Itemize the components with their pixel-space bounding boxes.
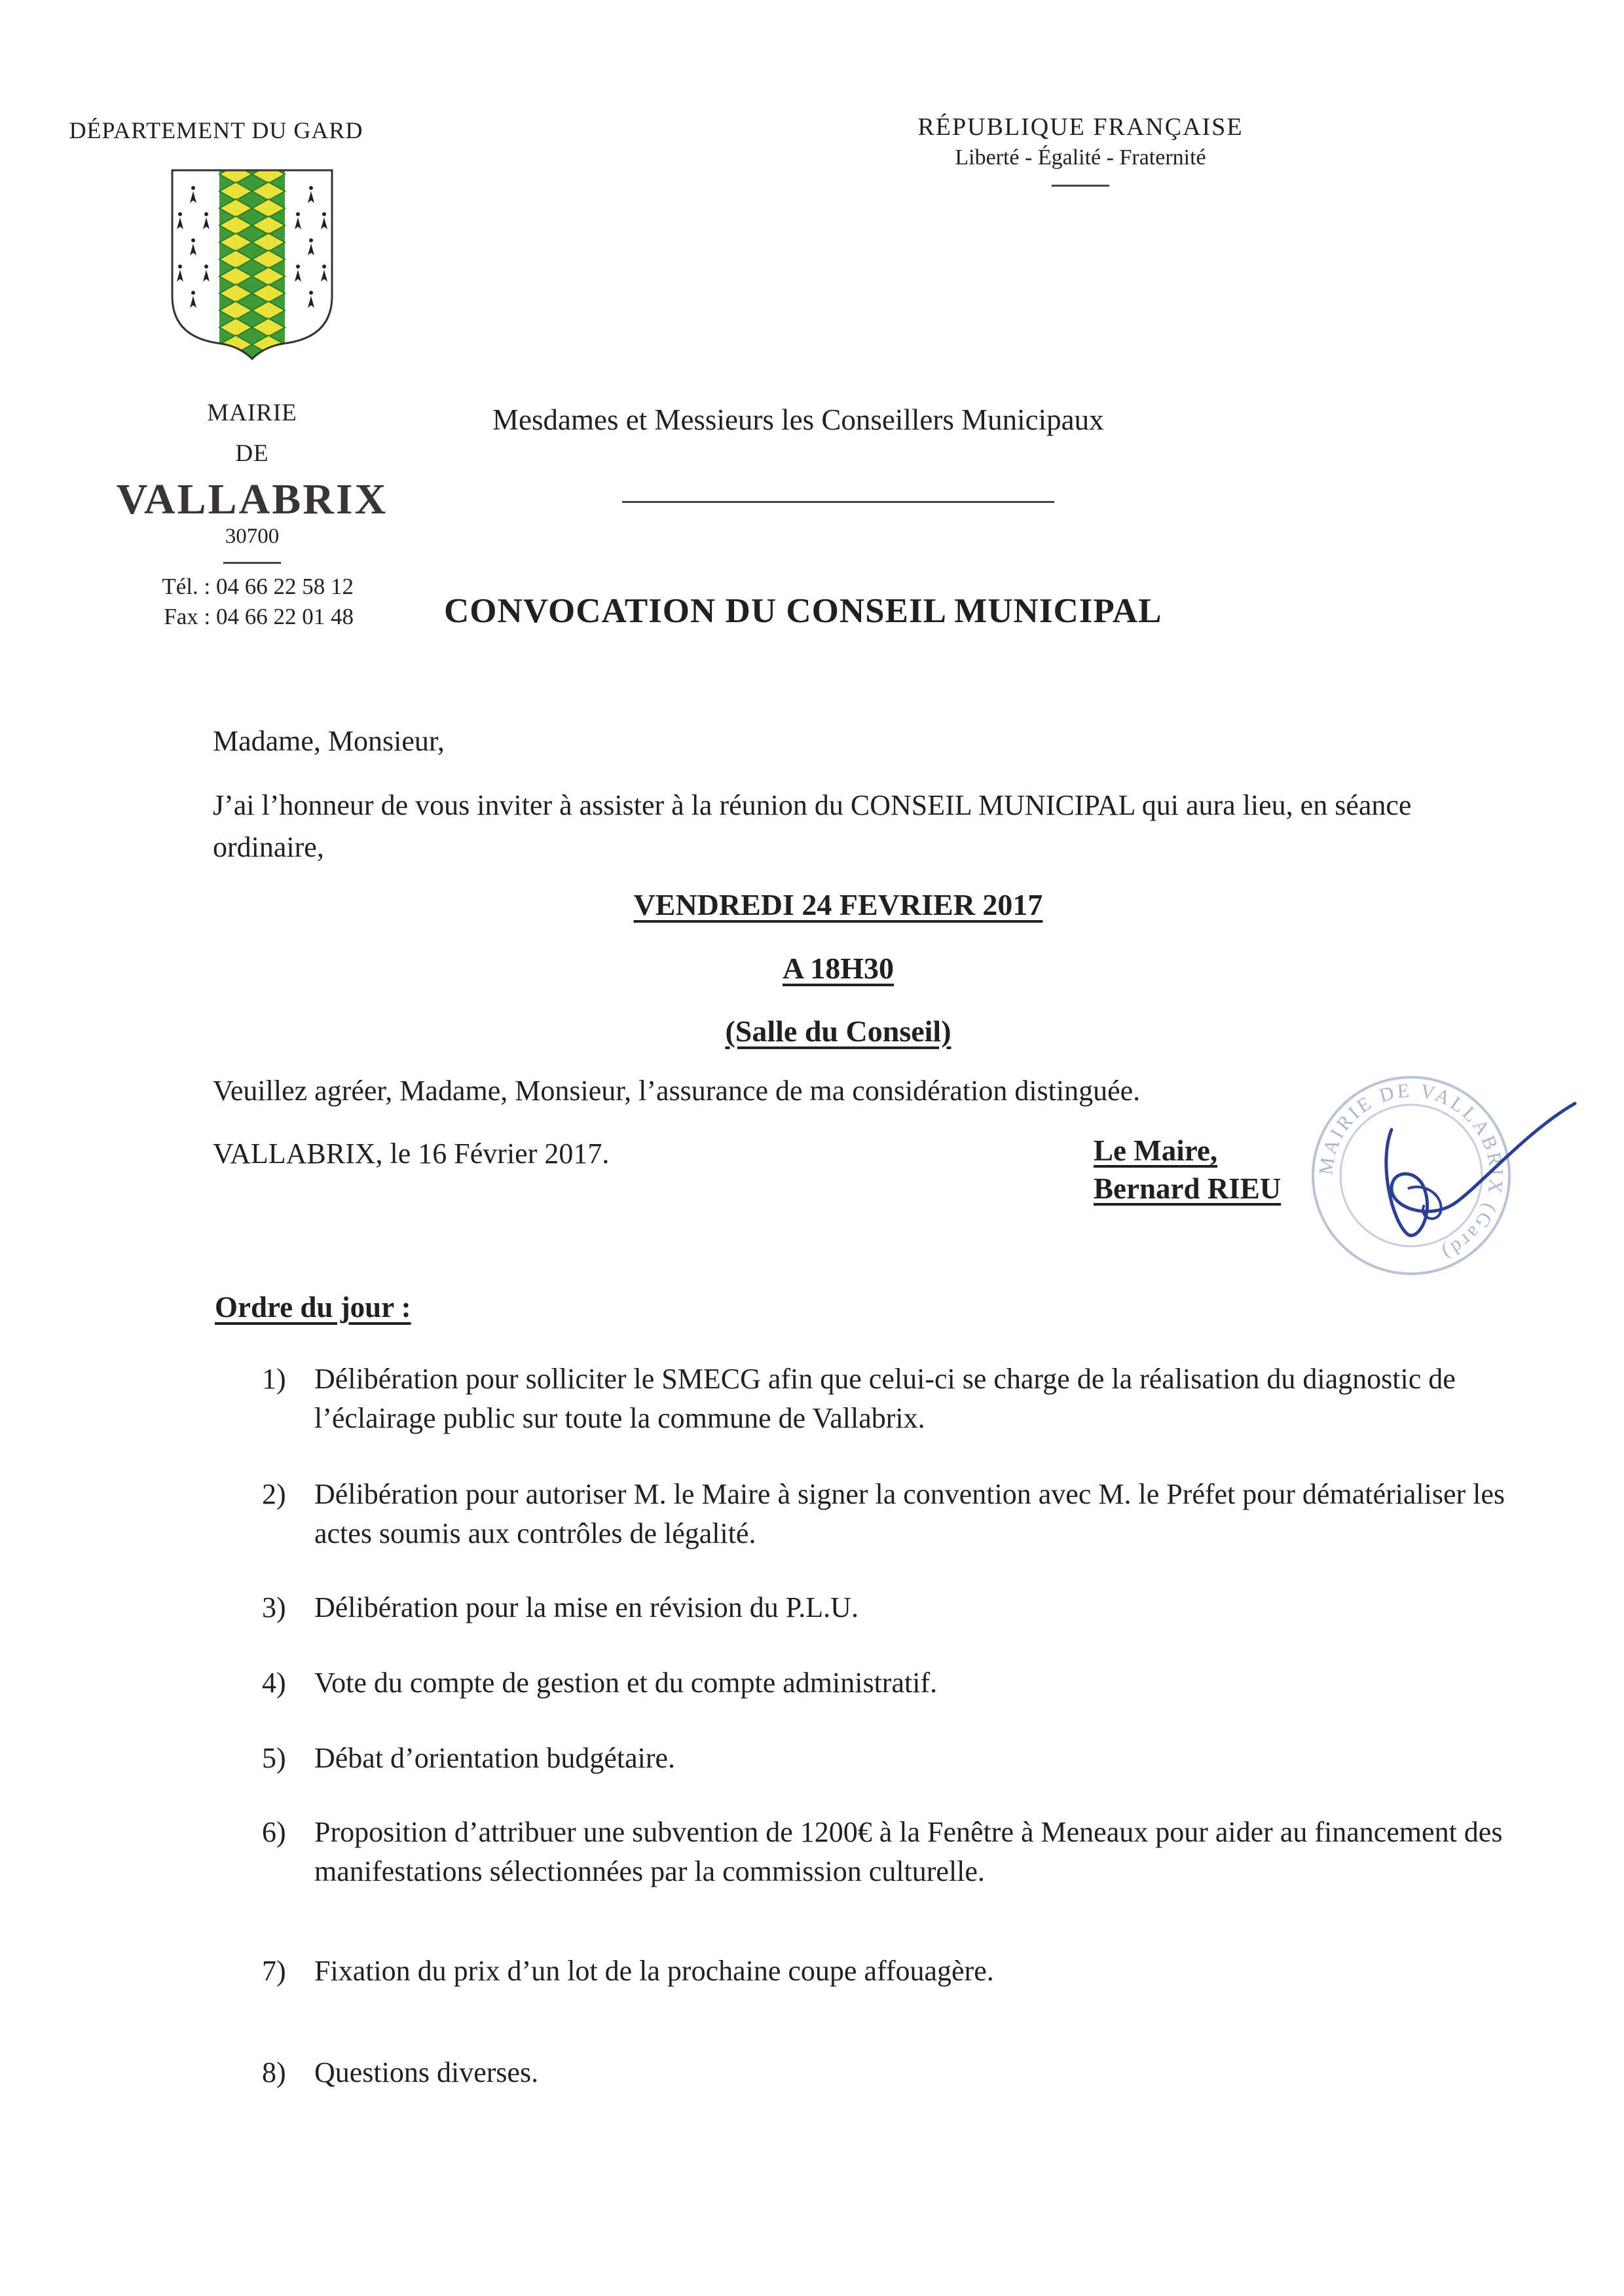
meeting-time: A 18H30 xyxy=(783,952,894,985)
signer-name: Bernard RIEU xyxy=(1094,1172,1282,1205)
meeting-date: VENDREDI 24 FEVRIER 2017 xyxy=(633,888,1043,921)
signer-title: Le Maire, xyxy=(1094,1134,1218,1167)
agenda-item-number: 4) xyxy=(262,1667,286,1699)
stamp-text: MAIRIE DE VALLABRIX (Gard) xyxy=(1315,1079,1507,1265)
divider xyxy=(223,562,281,564)
closing-formula: Veuillez agréer, Madame, Monsieur, l’assurance de ma considération distinguée. xyxy=(213,1075,1141,1107)
agenda-item xyxy=(262,1739,1506,1778)
agenda-item-text: Débat d’orientation budgétaire. xyxy=(314,1742,676,1774)
agenda-item xyxy=(262,1813,1506,1891)
agenda-item-number: 2) xyxy=(262,1478,286,1510)
agenda-item xyxy=(262,1663,1506,1703)
agenda-item-number: 1) xyxy=(262,1363,286,1395)
agenda-item xyxy=(262,1360,1506,1438)
place-and-date: VALLABRIX, le 16 Février 2017. xyxy=(213,1138,610,1170)
postcode: 30700 xyxy=(225,525,280,548)
agenda-title: Ordre du jour : xyxy=(215,1291,411,1324)
agenda-item-number: 3) xyxy=(262,1591,286,1623)
agenda-item-text: Délibération pour autoriser M. le Maire à signer la convention avec M. le Préfet pour dématérialiser les actes soumis aux contrôles de légalité. xyxy=(314,1478,1505,1549)
intro-paragraph: J’ai l’honneur de vous inviter à assister à la réunion du CONSEIL MUNICIPAL qui aura lieu, en séance ordinaire, xyxy=(213,789,1412,863)
meeting-room: (Salle du Conseil) xyxy=(725,1014,951,1048)
mairie-block xyxy=(79,393,426,632)
agenda-item-number: 5) xyxy=(262,1742,286,1774)
agenda-item-text: Délibération pour solliciter le SMECG afin que celui-ci se charge de la réalisation du diagnostic de l’éclairage public sur toute la commune de Vallabrix. xyxy=(314,1363,1456,1434)
fax: Fax : 04 66 22 01 48 xyxy=(164,604,354,629)
document-title: CONVOCATION DU CONSEIL MUNICIPAL xyxy=(444,592,1162,630)
agenda-item-number: 7) xyxy=(262,1955,286,1987)
phone: Tél. : 04 66 22 58 12 xyxy=(162,574,354,599)
agenda-item-text: Questions diverses. xyxy=(314,2056,539,2088)
agenda-item-text: Fixation du prix d’un lot de la prochaine coupe affouagère. xyxy=(314,1955,994,1987)
official-stamp-icon xyxy=(1293,1058,1581,1293)
divider xyxy=(1052,185,1109,187)
agenda-item xyxy=(262,1475,1506,1553)
agenda-item xyxy=(262,1952,1506,1991)
agenda-item-number: 8) xyxy=(262,2056,286,2088)
agenda-item-text: Proposition d’attribuer une subvention de 1200€ à la Fenêtre à Meneaux pour aider au financement des manifestations sélectionnées par la commission culturelle. xyxy=(314,1816,1503,1887)
divider xyxy=(622,501,1054,503)
republic-block xyxy=(819,113,1342,187)
mairie-name: VALLABRIX xyxy=(116,475,388,523)
recipient-line: Mesdames et Messieurs les Conseillers Municipaux xyxy=(492,403,1104,436)
republic-title: RÉPUBLIQUE FRANÇAISE xyxy=(917,113,1244,141)
agenda-item-number: 6) xyxy=(262,1816,286,1848)
mairie-de-label: DE xyxy=(235,440,269,467)
agenda-item xyxy=(262,1588,1506,1627)
signature-block xyxy=(1094,1132,1281,1208)
salutation: Madame, Monsieur, xyxy=(213,725,445,757)
agenda-item-text: Délibération pour la mise en révision du P.L.U. xyxy=(314,1591,858,1623)
agenda-item xyxy=(262,2053,1506,2092)
mairie-label: MAIRIE xyxy=(207,399,297,426)
republic-motto: Liberté - Égalité - Fraternité xyxy=(955,145,1206,170)
department-label: DÉPARTEMENT DU GARD xyxy=(69,117,363,143)
coat-of-arms-icon xyxy=(167,165,337,361)
agenda-item-text: Vote du compte de gestion et du compte administratif. xyxy=(314,1667,938,1699)
